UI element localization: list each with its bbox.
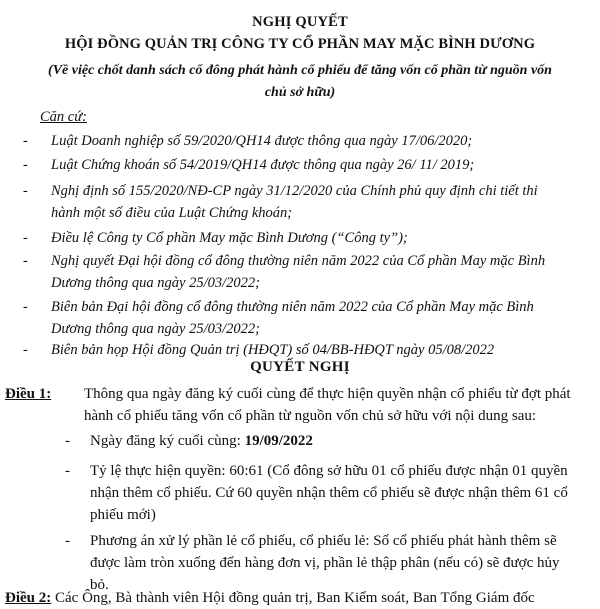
bullet-dash: -	[23, 299, 28, 315]
record-date-label: Ngày đăng ký cuối cùng:	[90, 433, 245, 449]
article-text: Các Ông, Bà thành viên Hội đồng quản trị, Ban Kiểm soát, Ban Tổng Giám đốc	[51, 590, 535, 606]
bullet-dash: -	[23, 133, 28, 149]
bullet-dash: -	[65, 533, 70, 549]
list-item-text	[51, 296, 591, 340]
bullet-dash: -	[23, 342, 28, 358]
bullet-dash: -	[23, 230, 28, 246]
list-item-line: Biên bản Đại hội đồng cổ đông thường niên năm 2022 của Cổ phần May mặc Bình	[51, 299, 534, 315]
list-item-line: Dương thông qua ngày 25/03/2022;	[51, 321, 260, 337]
bullet-dash: -	[23, 183, 28, 199]
record-date-value: 19/09/2022	[244, 433, 313, 449]
article-text	[84, 383, 594, 427]
article-label: Điều 2:	[5, 590, 52, 606]
document-subtitle	[20, 60, 580, 104]
list-item-text	[90, 430, 590, 452]
list-item-line: Dương thông qua ngày 25/03/2022;	[51, 275, 260, 291]
list-item-text: Điều lệ Công ty Cổ phần May mặc Bình Dương (“Công ty”);	[51, 230, 408, 246]
article-line: hành cổ phiếu tăng vốn cổ phần từ nguồn vốn chủ sở hữu với nội dung sau:	[84, 408, 537, 424]
can-cu-label: Căn cứ:	[40, 109, 87, 125]
list-item-text	[51, 250, 591, 294]
bullet-dash: -	[23, 253, 28, 269]
list-item-line: Tỷ lệ thực hiện quyền: 60:61 (Cổ đông sở hữu 01 cổ phiếu được nhận 01 quyền	[90, 463, 568, 479]
list-item-text: Luật Doanh nghiệp số 59/2020/QH14 được thông qua ngày 17/06/2020;	[51, 133, 473, 149]
list-item-text: Biên bản họp Hội đồng Quản trị (HĐQT) số 04/BB-HĐQT ngày 05/08/2022	[51, 342, 495, 358]
subtitle-line: chủ sở hữu)	[264, 85, 336, 100]
list-item-line: phiếu mới)	[90, 507, 156, 523]
article-label: Điều 1:	[5, 386, 52, 402]
list-item-line: được làm tròn xuống đến hàng đơn vị, phần lẻ thập phân (nếu có) sẽ được hủy	[90, 555, 560, 571]
list-item-line: hành một số điều của Luật Chứng khoán;	[51, 205, 293, 221]
resolution-heading: QUYẾT NGHỊ	[250, 359, 350, 375]
bullet-dash: -	[23, 157, 28, 173]
list-item-text: Luật Chứng khoán số 54/2019/QH14 được thông qua ngày 26/ 11/ 2019;	[51, 157, 475, 173]
list-item-text	[51, 180, 591, 224]
list-item-line: Nghị định số 155/2020/NĐ-CP ngày 31/12/2020 của Chính phủ quy định chi tiết thi	[51, 183, 538, 199]
list-item-line: Nghị quyết Đại hội đồng cổ đông thường niên năm 2022 của Cổ phần May mặc Bình	[51, 253, 546, 269]
list-item-text	[90, 460, 590, 526]
board-heading: HỘI ĐỒNG QUẢN TRỊ CÔNG TY CỔ PHẦN MAY MẶC BÌNH DƯƠNG	[64, 36, 536, 52]
list-item-line: Phương án xử lý phần lẻ cổ phiếu, cổ phiếu lẻ: Số cổ phiếu phát hành thêm sẽ	[90, 533, 557, 549]
list-item-line: nhận thêm cổ phiếu. Cứ 60 quyền nhận thêm cổ phiếu sẽ được nhận thêm 61 cổ	[90, 485, 568, 501]
list-item-line: bỏ.	[90, 577, 109, 593]
article-line: Thông qua ngày đăng ký cuối cùng để thực hiện quyền nhận cổ phiếu từ đợt phát	[84, 386, 571, 402]
bullet-dash: -	[65, 463, 70, 479]
subtitle-line: (Về việc chốt danh sách cổ đông phát hành cổ phiếu để tăng vốn cổ phần từ nguồn vốn	[48, 63, 552, 78]
article-2-partial	[5, 587, 600, 609]
document-title: NGHỊ QUYẾT	[252, 14, 348, 30]
bullet-dash: -	[65, 433, 70, 449]
